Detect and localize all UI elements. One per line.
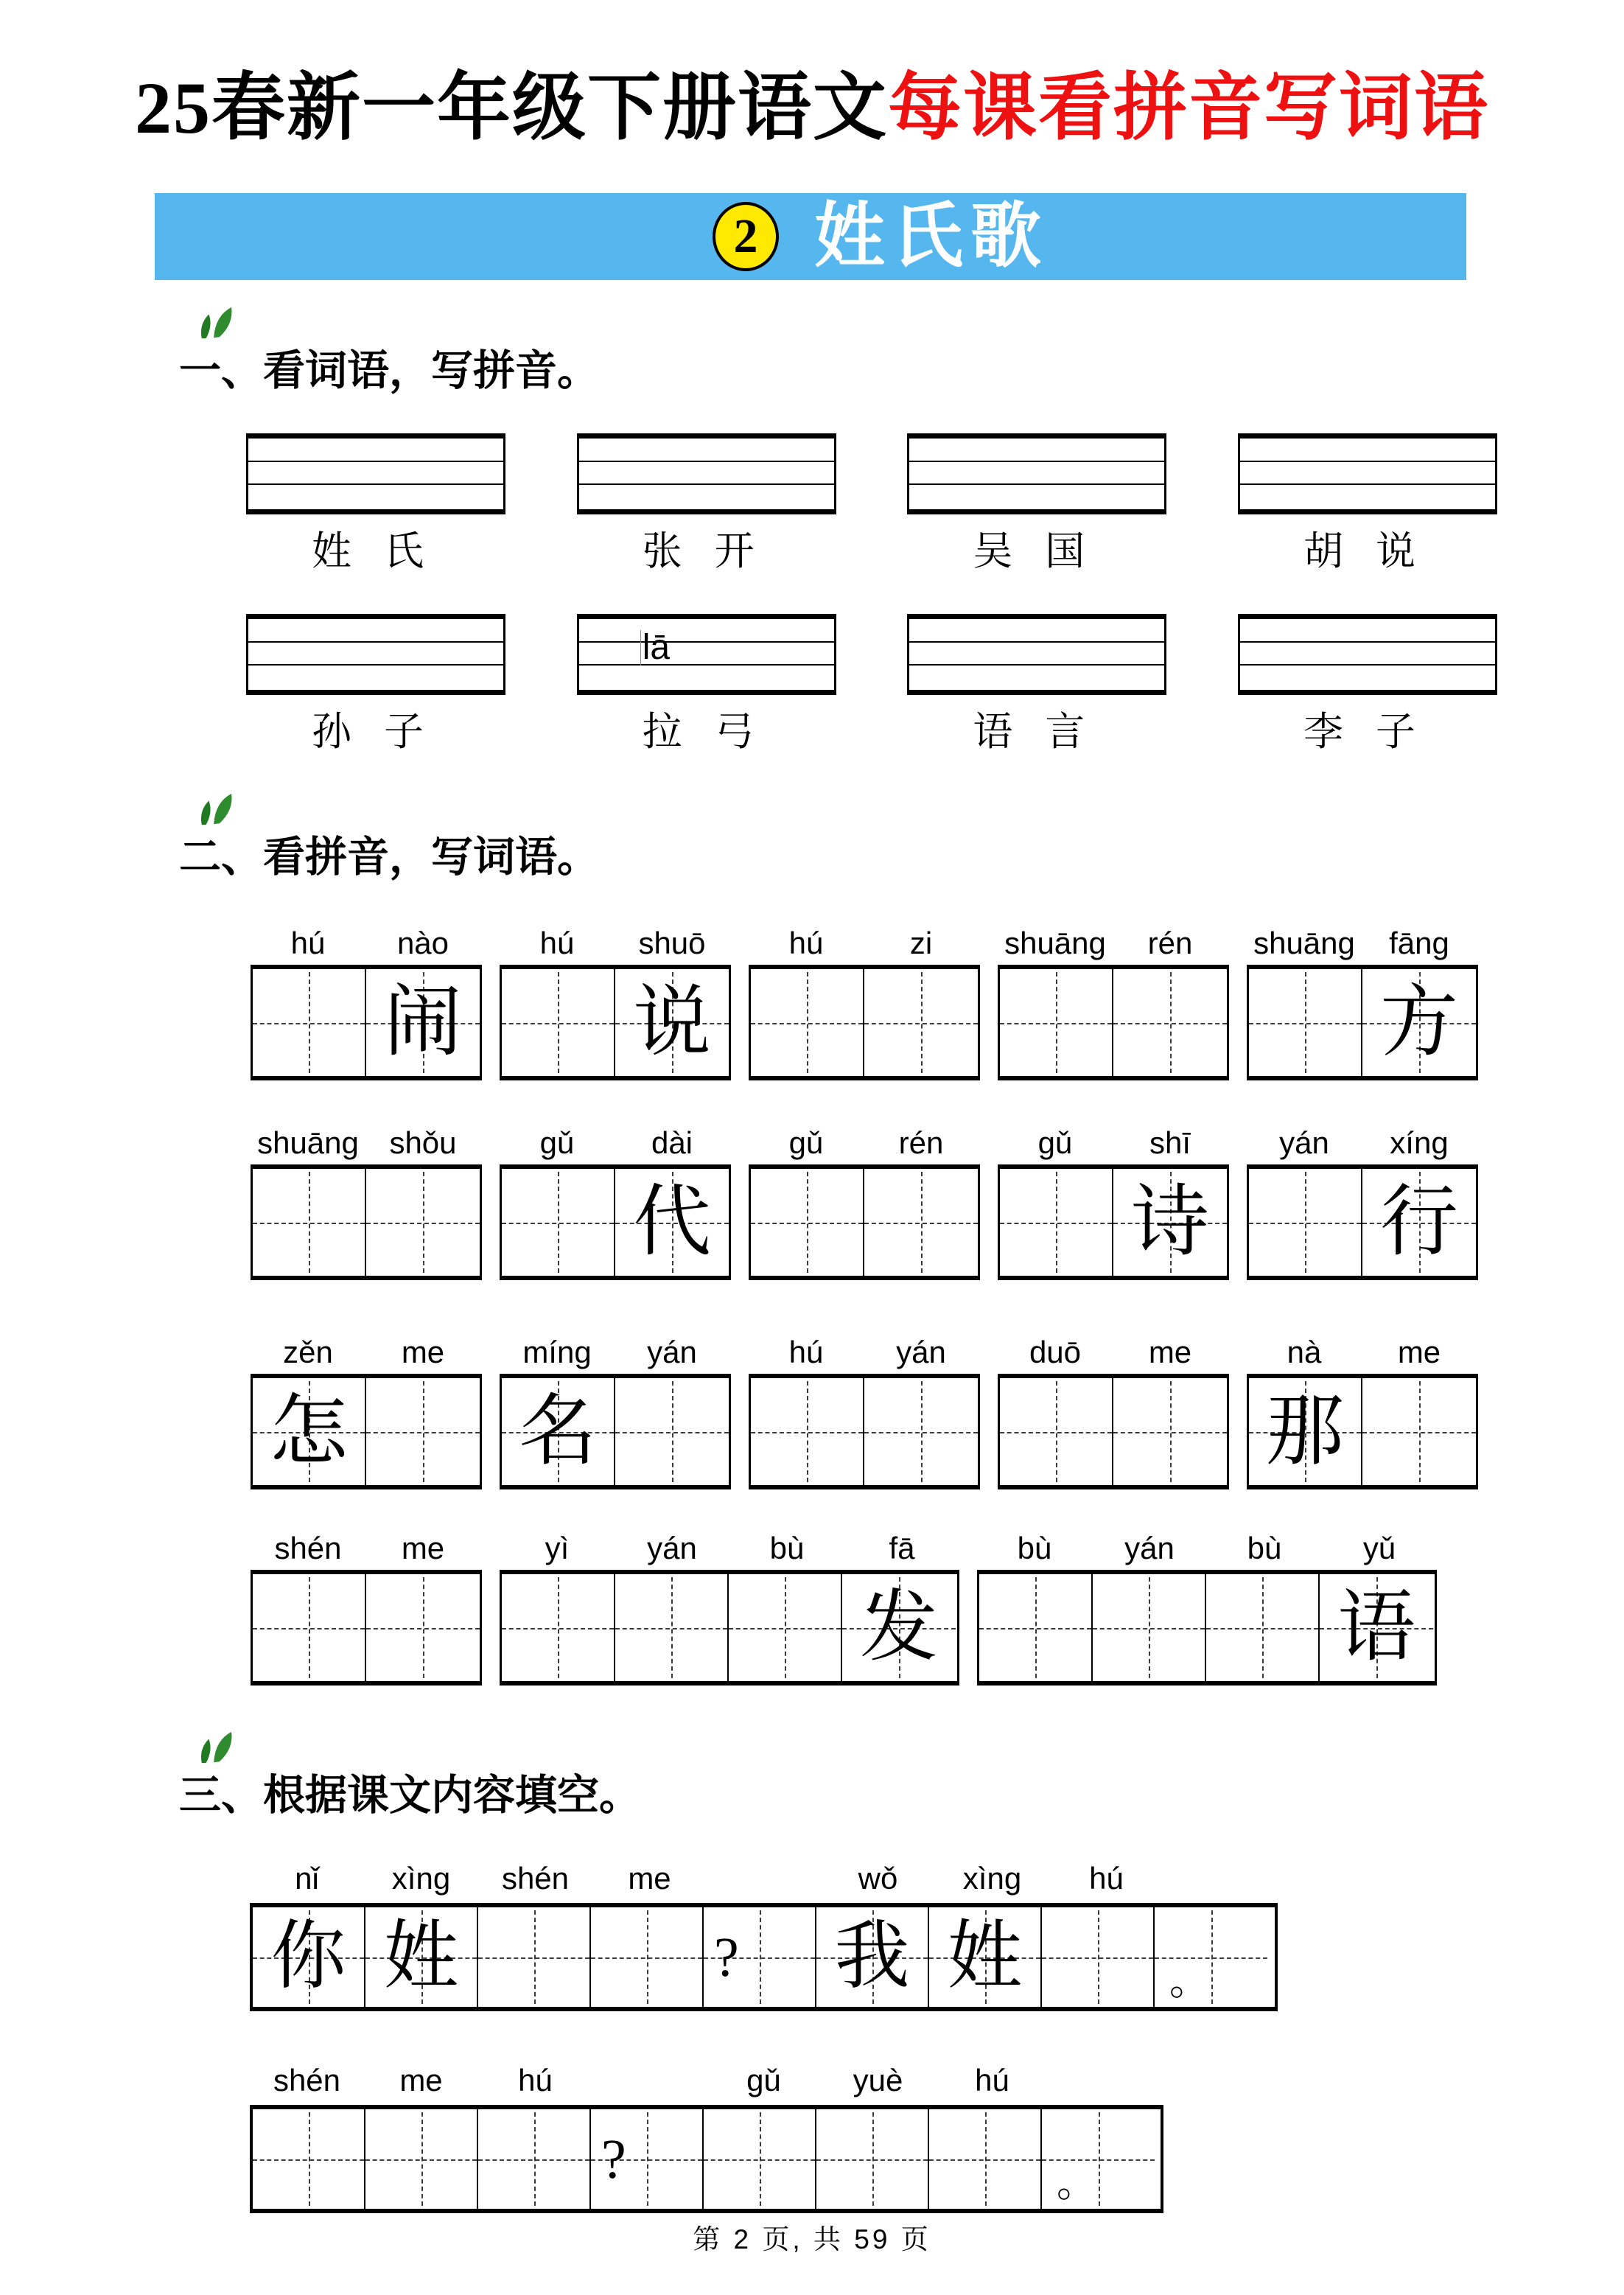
- write-cell: [365, 1907, 478, 2007]
- pinyin-labels: [251, 1327, 482, 1368]
- answer-hanzi: [502, 1169, 614, 1276]
- pinyin-syllable: rén: [898, 1125, 944, 1160]
- tianzige-box: [500, 1164, 731, 1280]
- pinyin-syllable: hú: [290, 926, 326, 960]
- word-label: 胡说: [1303, 529, 1448, 573]
- tianzige-box: [749, 1164, 980, 1280]
- write-cell: [591, 2109, 704, 2209]
- pinyin-word-box: [749, 918, 980, 1080]
- pinyin-word-box: [251, 1117, 482, 1280]
- answer-hanzi: 语: [1337, 1584, 1415, 1671]
- pinyin-grid-row: [246, 433, 1497, 576]
- answer-hanzi: [615, 1378, 729, 1485]
- write-cell[interactable]: [1042, 1907, 1155, 2007]
- answer-hanzi: [751, 969, 863, 1076]
- write-cell[interactable]: [1249, 969, 1362, 1076]
- lesson-banner: [155, 193, 1466, 280]
- tianzige-box: [998, 1164, 1229, 1280]
- tianzige-box: [1247, 1164, 1478, 1280]
- pinyin-labels: [1247, 1327, 1478, 1368]
- tianzige-box: [1247, 1374, 1478, 1489]
- pinyin-syllable: hú: [518, 2063, 553, 2097]
- pinyin-syllable: shī: [1149, 1125, 1191, 1160]
- write-cell[interactable]: [502, 1169, 615, 1276]
- question-mark: ?: [601, 2128, 626, 2190]
- pinyin-labels: [250, 1859, 1278, 1894]
- write-cell[interactable]: [365, 2109, 478, 2209]
- answer-hanzi: [1249, 1169, 1361, 1276]
- sentence-strip: [250, 1903, 1278, 2011]
- pinyin-labels: [977, 1523, 1437, 1564]
- pinyin-syllable: yán: [1279, 1125, 1329, 1160]
- write-cell[interactable]: [1249, 1378, 1362, 1485]
- word-label: 张开: [642, 529, 787, 573]
- tianzige-box: [251, 1164, 482, 1280]
- write-cell[interactable]: [253, 1169, 366, 1276]
- sentence-hanzi: [1042, 1907, 1153, 2007]
- pinyin-labels: [500, 918, 731, 959]
- word-group: [907, 614, 1166, 756]
- pinyin-labels: [998, 1117, 1229, 1159]
- pinyin-syllable: dài: [651, 1125, 693, 1160]
- word-label: 拉弓: [642, 710, 787, 754]
- answer-hanzi: [1000, 969, 1112, 1076]
- fill-in-sentence: [250, 2061, 1163, 2213]
- pinyin-syllable: duō: [1029, 1335, 1082, 1369]
- pinyin-labels: [251, 1117, 482, 1159]
- write-cell[interactable]: [1113, 1378, 1227, 1485]
- pinyin-labels: [500, 1117, 731, 1159]
- pinyin-syllable: xìng: [962, 1861, 1022, 1896]
- pinyin-syllable: me: [401, 1335, 445, 1369]
- pinyin-syllable: bù: [1017, 1531, 1052, 1565]
- answer-hanzi: [253, 1169, 365, 1276]
- pinyin-write-grid[interactable]: [577, 433, 836, 514]
- pinyin-syllable: gǔ: [746, 2063, 781, 2097]
- pinyin-write-grid[interactable]: [907, 433, 1166, 514]
- pinyin-syllable: nào: [396, 926, 449, 960]
- sentence-hanzi: [253, 2109, 364, 2209]
- handwritten-pinyin: lā: [640, 630, 670, 666]
- pinyin-write-grid[interactable]: [246, 614, 505, 695]
- leaf-icon: [189, 792, 242, 828]
- write-cell[interactable]: [842, 1574, 956, 1681]
- tianzige-row: [251, 1327, 1478, 1489]
- tianzige-box: [749, 1374, 980, 1489]
- pinyin-word-box: [500, 1327, 731, 1489]
- answer-hanzi: [1093, 1574, 1205, 1681]
- pinyin-syllable: gǔ: [539, 1125, 575, 1160]
- pinyin-write-grid[interactable]: [246, 433, 505, 514]
- answer-hanzi: [864, 1378, 978, 1485]
- pinyin-labels: [500, 1327, 731, 1368]
- pinyin-syllable: yì: [545, 1531, 570, 1565]
- write-cell[interactable]: [729, 1574, 842, 1681]
- answer-hanzi: [1000, 1169, 1112, 1276]
- write-cell[interactable]: [1362, 969, 1476, 1076]
- write-cell[interactable]: [1249, 1169, 1362, 1276]
- pinyin-grid-row: [246, 614, 1497, 756]
- write-cell[interactable]: [1113, 1169, 1227, 1276]
- pinyin-syllable: yǔ: [1362, 1531, 1396, 1565]
- write-cell: [1155, 1907, 1267, 2007]
- pinyin-word-box: [1247, 1117, 1478, 1280]
- answer-hanzi: 诗: [1131, 1178, 1209, 1265]
- write-cell[interactable]: [478, 1907, 591, 2007]
- leaf-icon: [189, 306, 242, 341]
- write-cell: [816, 1907, 929, 2007]
- answer-hanzi: 说: [633, 979, 711, 1066]
- title-red-part: 每课看拼音写词语: [888, 67, 1489, 149]
- pinyin-syllable: shuāng: [1253, 926, 1355, 960]
- pinyin-syllable: hú: [539, 926, 575, 960]
- write-cell[interactable]: [864, 969, 978, 1076]
- pinyin-word-box: [500, 1117, 731, 1280]
- pinyin-syllable: shǒu: [389, 1125, 457, 1160]
- answer-hanzi: [615, 1574, 727, 1681]
- word-label: 孙子: [312, 710, 456, 754]
- word-group: [1238, 433, 1497, 576]
- write-cell[interactable]: [253, 969, 366, 1076]
- fill-in-sentence: [250, 1859, 1278, 2011]
- pinyin-syllable: me: [399, 2063, 443, 2097]
- section-three-title: 三、根据课文内容填空。: [179, 1772, 641, 1819]
- pinyin-syllable: me: [628, 1861, 671, 1896]
- write-cell: [253, 1907, 365, 2007]
- pinyin-syllable: yán: [647, 1531, 697, 1565]
- tianzige-row: [251, 1523, 1437, 1686]
- answer-hanzi: [751, 1169, 863, 1276]
- answer-hanzi: [1362, 1378, 1476, 1485]
- answer-hanzi: [1000, 1378, 1112, 1485]
- word-label: 姓氏: [312, 529, 456, 573]
- write-cell[interactable]: [929, 2109, 1042, 2209]
- sentence-hanzi: [478, 2109, 589, 2209]
- write-cell[interactable]: [1000, 969, 1113, 1076]
- word-group: [1238, 614, 1497, 756]
- pinyin-labels: [251, 918, 482, 959]
- answer-hanzi: 怎: [270, 1388, 348, 1475]
- answer-hanzi: 发: [860, 1584, 938, 1671]
- tianzige-row: [251, 1117, 1478, 1280]
- word-label: 吴国: [973, 529, 1118, 573]
- write-cell[interactable]: [253, 2109, 365, 2209]
- section-one-heading: [179, 306, 599, 397]
- pinyin-syllable: nǐ: [295, 1861, 319, 1896]
- pinyin-word-box: [251, 1523, 482, 1686]
- pinyin-syllable: hú: [975, 2063, 1009, 2097]
- answer-hanzi: [729, 1574, 841, 1681]
- answer-hanzi: [366, 1169, 480, 1276]
- pinyin-syllable: zi: [909, 926, 933, 960]
- tianzige-box: [749, 965, 980, 1080]
- write-cell[interactable]: [366, 1574, 480, 1681]
- write-cell[interactable]: [366, 1378, 480, 1485]
- pinyin-syllable: rén: [1147, 926, 1193, 960]
- answer-hanzi: [979, 1574, 1091, 1681]
- word-group: [907, 433, 1166, 576]
- pinyin-write-grid[interactable]: [1238, 433, 1497, 514]
- pinyin-labels: [749, 1117, 980, 1159]
- pinyin-word-box: [998, 1117, 1229, 1280]
- pinyin-labels: [749, 918, 980, 959]
- answer-hanzi: [253, 969, 365, 1076]
- pinyin-syllable: shén: [273, 2063, 341, 2097]
- write-cell[interactable]: [816, 2109, 929, 2209]
- pinyin-word-box: [1247, 1327, 1478, 1489]
- word-group: [577, 433, 836, 576]
- answer-hanzi: [253, 1574, 365, 1681]
- pinyin-syllable: bù: [769, 1531, 805, 1565]
- pinyin-syllable: me: [401, 1531, 445, 1565]
- tianzige-box: [251, 1570, 482, 1686]
- sentence-hanzi: [478, 1907, 589, 2007]
- section-two-title: 二、看拼音，写词语。: [179, 834, 599, 881]
- period-mark: 。: [1057, 2161, 1096, 2205]
- pinyin-syllable: hú: [1089, 1861, 1124, 1896]
- pinyin-word-box: [251, 1327, 482, 1489]
- write-cell[interactable]: [979, 1574, 1093, 1681]
- write-cell[interactable]: [615, 1169, 729, 1276]
- pinyin-labels: [251, 1523, 482, 1564]
- pinyin-syllable: gǔ: [788, 1125, 824, 1160]
- pinyin-syllable: shén: [274, 1531, 342, 1565]
- sentence-hanzi: 姓: [383, 1915, 459, 1999]
- answer-hanzi: [366, 1378, 480, 1485]
- write-cell[interactable]: [751, 1378, 864, 1485]
- answer-hanzi: 名: [519, 1388, 597, 1475]
- write-cell[interactable]: [1362, 1378, 1476, 1485]
- word-label: 李子: [1303, 710, 1448, 754]
- write-cell[interactable]: [751, 969, 864, 1076]
- pinyin-write-grid[interactable]: [1238, 614, 1497, 695]
- worksheet-title: [0, 68, 1624, 149]
- tianzige-row: [251, 918, 1478, 1080]
- write-cell[interactable]: [502, 1378, 615, 1485]
- answer-hanzi: [864, 1169, 978, 1276]
- sentence-hanzi: 姓: [947, 1915, 1023, 1999]
- write-cell[interactable]: [1206, 1574, 1320, 1681]
- sentence-strip: [250, 2105, 1163, 2213]
- pinyin-syllable: hú: [788, 1335, 824, 1369]
- pinyin-labels: [749, 1327, 980, 1368]
- pinyin-write-grid[interactable]: [907, 614, 1166, 695]
- write-cell[interactable]: [615, 1378, 729, 1485]
- answer-hanzi: 行: [1380, 1178, 1458, 1265]
- pinyin-syllable: me: [1148, 1335, 1192, 1369]
- pinyin-syllable: gǔ: [1037, 1125, 1073, 1160]
- write-cell: [929, 1907, 1042, 2007]
- write-cell[interactable]: [1113, 969, 1227, 1076]
- pinyin-syllable: shuō: [638, 926, 706, 960]
- word-group: [246, 433, 505, 576]
- sentence-hanzi: [365, 2109, 477, 2209]
- pinyin-write-grid[interactable]: [577, 614, 836, 695]
- write-cell[interactable]: [591, 1907, 704, 2007]
- answer-hanzi: 代: [633, 1178, 711, 1265]
- section-one-title: 一、看词语，写拼音。: [179, 347, 599, 394]
- tianzige-box: [500, 965, 731, 1080]
- answer-hanzi: [366, 1574, 480, 1681]
- tianzige-box: [977, 1570, 1437, 1686]
- pinyin-labels: [1247, 1117, 1478, 1159]
- pinyin-word-box: [998, 918, 1229, 1080]
- pinyin-word-box: [1247, 918, 1478, 1080]
- pinyin-word-box: [749, 1117, 980, 1280]
- answer-hanzi: [1206, 1574, 1318, 1681]
- pinyin-syllable: yán: [647, 1335, 697, 1369]
- write-cell[interactable]: [751, 1169, 864, 1276]
- page-footer: 第 2 页, 共 59 页: [693, 2224, 931, 2254]
- pinyin-labels: [998, 918, 1229, 959]
- lesson-number: 2: [733, 209, 758, 263]
- write-cell[interactable]: [1320, 1574, 1433, 1681]
- title-black-part: 25春新一年级下册语文: [135, 67, 888, 149]
- tianzige-box: [998, 1374, 1229, 1489]
- answer-hanzi: [502, 1574, 614, 1681]
- pinyin-word-box: [500, 918, 731, 1080]
- write-cell[interactable]: [253, 1378, 366, 1485]
- write-cell[interactable]: [366, 969, 480, 1076]
- word-group: [577, 614, 836, 756]
- write-cell[interactable]: [615, 969, 729, 1076]
- write-cell[interactable]: [502, 1574, 615, 1681]
- write-cell[interactable]: [502, 969, 615, 1076]
- tianzige-box: [251, 1374, 482, 1489]
- pinyin-labels: [500, 1523, 959, 1564]
- answer-hanzi: 闹: [384, 979, 462, 1066]
- answer-hanzi: [864, 969, 978, 1076]
- write-cell[interactable]: [1093, 1574, 1206, 1681]
- pinyin-syllable: zěn: [283, 1335, 333, 1369]
- write-cell: [704, 1907, 816, 2007]
- write-cell[interactable]: [478, 2109, 591, 2209]
- pinyin-syllable: yán: [896, 1335, 946, 1369]
- write-cell[interactable]: [1000, 1378, 1113, 1485]
- pinyin-syllable: shén: [501, 1861, 570, 1896]
- write-cell: [1042, 2109, 1155, 2209]
- section-three-heading: [179, 1730, 641, 1822]
- answer-hanzi: [751, 1378, 863, 1485]
- period-mark: 。: [1169, 1959, 1209, 2003]
- pinyin-word-box: [749, 1327, 980, 1489]
- pinyin-syllable: nà: [1287, 1335, 1322, 1369]
- pinyin-labels: [1247, 918, 1478, 959]
- pinyin-syllable: fāng: [1389, 926, 1449, 960]
- pinyin-labels: [998, 1327, 1229, 1368]
- tianzige-box: [998, 965, 1229, 1080]
- pinyin-syllable: xíng: [1390, 1125, 1449, 1160]
- lesson-number-badge: [713, 202, 779, 271]
- lesson-title: 姓氏歌: [814, 197, 1049, 276]
- pinyin-labels: [250, 2061, 1163, 2096]
- sentence-hanzi: [591, 1907, 702, 2007]
- pinyin-word-box: [977, 1523, 1437, 1686]
- pinyin-syllable: shuāng: [1004, 926, 1106, 960]
- pinyin-syllable: wǒ: [858, 1861, 898, 1896]
- question-mark: ?: [714, 1926, 739, 1988]
- sentence-hanzi: 我: [834, 1915, 910, 1999]
- word-label: 语言: [973, 710, 1118, 754]
- word-group: [246, 614, 505, 756]
- write-cell[interactable]: [864, 1378, 978, 1485]
- pinyin-syllable: fā: [889, 1531, 915, 1565]
- pinyin-syllable: yuè: [853, 2063, 903, 2097]
- answer-hanzi: [1249, 969, 1361, 1076]
- pinyin-syllable: hú: [788, 926, 824, 960]
- write-cell[interactable]: [366, 1169, 480, 1276]
- tianzige-box: [500, 1570, 959, 1686]
- write-cell[interactable]: [1362, 1169, 1476, 1276]
- write-cell[interactable]: [615, 1574, 729, 1681]
- section-two-heading: [179, 792, 599, 884]
- answer-hanzi: [1113, 1378, 1227, 1485]
- sentence-hanzi: [704, 2109, 815, 2209]
- tianzige-box: [251, 965, 482, 1080]
- pinyin-syllable: yán: [1124, 1531, 1175, 1565]
- pinyin-syllable: bù: [1247, 1531, 1282, 1565]
- pinyin-syllable: míng: [522, 1335, 592, 1369]
- write-cell[interactable]: [864, 1169, 978, 1276]
- write-cell[interactable]: [704, 2109, 816, 2209]
- answer-hanzi: 那: [1266, 1388, 1344, 1475]
- leaf-icon: [189, 1730, 242, 1766]
- pinyin-word-box: [251, 918, 482, 1080]
- sentence-hanzi: [816, 2109, 928, 2209]
- sentence-hanzi: [929, 2109, 1040, 2209]
- answer-hanzi: [502, 969, 614, 1076]
- write-cell[interactable]: [1000, 1169, 1113, 1276]
- pinyin-word-box: [998, 1327, 1229, 1489]
- pinyin-word-box: [500, 1523, 959, 1686]
- pinyin-syllable: shuāng: [257, 1125, 359, 1160]
- sentence-hanzi: 你: [270, 1915, 346, 1999]
- tianzige-box: [1247, 965, 1478, 1080]
- pinyin-syllable: xìng: [391, 1861, 451, 1896]
- write-cell[interactable]: [253, 1574, 366, 1681]
- answer-hanzi: 方: [1380, 979, 1458, 1066]
- answer-hanzi: [1113, 969, 1227, 1076]
- tianzige-box: [500, 1374, 731, 1489]
- pinyin-syllable: me: [1397, 1335, 1441, 1369]
